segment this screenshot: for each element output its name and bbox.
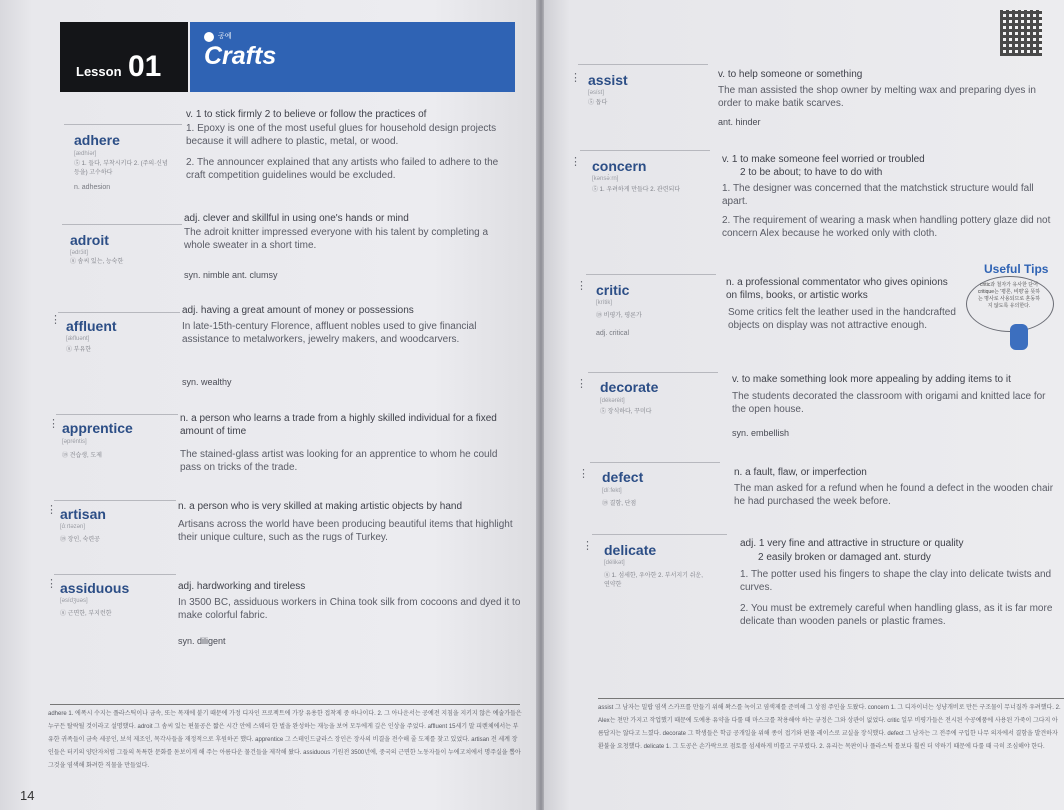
right-page [544,0,1064,810]
entry-rule [588,372,718,373]
entry-marker: ⋮ [576,280,587,292]
entry-definition: 2 easily broken or damaged ant. sturdy [758,552,931,563]
entry-marker: ⋮ [570,72,581,84]
entry-rule [590,462,720,463]
entry-definition: adj. having a great amount of money or possessions [182,305,414,316]
lesson-title: Crafts [204,42,277,70]
entry-pron: [délikət] [604,560,625,566]
entry-pron: [əsíst] [588,90,605,96]
entry-example: 1. The designer was concerned that the matchstick structure would fall apart. [722,183,1034,207]
entry-korean: ⑧ 솜씨 있는, 능숙한 [70,259,124,265]
entry-korean: ⑲ 비평가, 평론가 [596,313,642,319]
entry-word: assist [588,72,628,88]
entry-word: concern [592,158,647,174]
entry-synonym: syn. diligent [178,636,226,646]
entry-rule [592,534,727,535]
entry-word: artisan [60,506,106,522]
entry-synonym: syn. embellish [732,428,790,438]
entry-word: apprentice [62,420,133,436]
entry-rule [58,312,180,313]
entry-korean: ⑲ 견습생, 도제 [62,453,102,459]
entry-word: decorate [600,379,659,395]
entry-pron: [dékərèit] [600,398,625,404]
entry-rule [580,150,710,151]
lesson-title-banner [190,22,515,92]
pointing-hand-icon [1010,324,1028,350]
entry-word: defect [602,469,644,485]
useful-tips-text: critic과 철자가 유사한 단어 critique는 '평론, 비평'을 뜻하는 명사로 사용되므로 혼동하지 않도록 유의한다. [977,282,1041,309]
entry-example: In 3500 BC, assiduous workers in China took silk from cocoons and dyed it to make colorful fabric. [178,597,521,621]
entry-rule [56,414,178,415]
entry-rule [54,500,176,501]
topic-icon [204,32,214,42]
entry-definition: adj. clever and skillful in using one's hands or mind [184,213,409,224]
footnote-rule [50,704,520,705]
entry-korean: ⑧ 근면한, 부지런한 [60,611,112,617]
entry-word: affluent [66,318,117,334]
entry-example: 1. Epoxy is one of the most useful glues for household design projects because it will adhere to plastic, metal, or wood. [186,123,497,147]
entry-pron: [ɑ́ːrtəzən] [60,524,86,530]
entry-pron: [ǽfluənt] [66,336,90,342]
entry-rule [62,224,182,225]
entry-related: n. adhesion [74,184,111,191]
entry-marker: ⋮ [48,418,59,430]
entry-pron: [əsídʒuəs] [60,598,88,604]
entry-definition: n. a fault, flaw, or imperfection [734,467,867,478]
entry-word: critic [596,282,630,298]
entry-korean: ⑤ 1. 들다, 부착시키다 2. (주의·신념 등을) 고수하다 [74,161,168,176]
entry-example: 2. The requirement of wearing a mask when handling pottery glaze did not concern Alex because he worked only with cloth. [722,215,1051,239]
entry-definition: v. to help someone or something [718,69,863,80]
entry-korean: ⑤ 돕다 [588,100,608,106]
entry-korean: ⑤ 1. 우려하게 만들다 2. 관련되다 [592,187,681,193]
entry-marker: ⋮ [570,156,581,168]
entry-example: Some critics felt the leather used in the handcrafted objects on display was not attractive enough. [728,307,956,331]
entry-pron: [krítik] [596,300,612,306]
entry-definition: v. 1 to make someone feel worried or troubled [722,154,925,165]
entry-pron: [ədrɔ́it] [70,250,89,256]
entry-definition: v. to make something look more appealing by adding items to it [732,374,1011,385]
footnote-rule [598,698,1064,699]
entry-example: The adroit knitter impressed everyone with his talent by completing a whole sweater in a short time. [184,227,489,251]
translation-footnote: adhere 1. 에폭시 수지는 플라스틱이나 금속, 또는 목재에 붙기 때문에 가정 디자인 프로젝트에 가장 유용한 접착제 중 하나이다. 2. 그 아나운서는 공예전 지침을 지키지 않은 예술가들은 누구든 탈락될 것이라고 설명했다. adroit 그 솜씨 있는 편물공은 짧은 시간 안에 스웨터 한 벌을 완성하는 재능을 보여 모두에게 깊은 인상을 주었다. affluent 15세기 말 피렌체에서는 부유한 귀족들이 금속 세공인, 보석 제조인, 목각사들을 재정적으로 후원하곤 했다. apprentice 그 스테인드글라스 장인은 장사의 비결을 전수해 줄 도제를 찾고 있었다. artisan 전 세계 장인들은 터키의 양탄자처럼 그들의 독특한 문화를 돋보이게 해 주는 아름다운 물건들을 제작해 왔다. assiduous 기원전 3500년에, 중국의 근면한 노동자들이 누에고치에서 명주실을 뽑아 그것을 염색해 화려한 직물을 만들었다. [48,711,522,769]
entry-pron: [ædhíər] [74,151,97,157]
entry-word: adroit [70,232,109,248]
entry-example: In late-15th-century Florence, affluent nobles used to give financial assistance to metalworkers, jewelry makers, and woodcarvers. [182,321,477,345]
page-number: 14 [20,788,35,803]
entry-marker: ⋮ [46,504,57,516]
entry-korean: ⑤ 장식하다, 꾸미다 [600,409,652,415]
entry-definition: n. a professional commentator who gives opinions on films, books, or artistic works [726,277,948,301]
translation-footnote: assist 그 남자는 밀랍 염색 스카프를 만들기 위해 왁스를 녹이고 염색제를 준비해 그 상점 주인을 도왔다. concern 1. 그 디자이너는 성냥개비로 만든 구조물이 무너질까 우려했다. 2. Alex는 천만 가지고 작업했기 때문에 도예용 유약을 다룰 때 마스크를 착용해야 하는 규정은 그와 상관이 없었다. critic 일부 비평가들은 전시된 수공예품에 사용된 가죽이 그다지 아름답지는 않다고 느꼈다. decorate 그 학생들은 학급 공개일을 위해 종이 접기와 편물 레이스로 교실을 장식했다. defect 그 남자는 그 전주에 구입한 나무 의자에서 결함을 발견하자 환불을 요청했다. delicate 1. 그 도공은 손가락으로 점토를 섬세하게 비틀고 구부렸다. 2. 유리는 목판이나 플라스틱 틀보다 훨씬 더 약하기 때문에 다룰 때 극히 조심해야 한다. [598,705,1061,750]
entry-marker: ⋮ [578,468,589,480]
entry-example: 2. You must be extremely careful when handling glass, as it is far more delicate than wooden panels or plastic frames. [740,603,1053,627]
entry-example: Artisans across the world have been producing beautiful items that highlight their unique culture, such as the rugs of Turkey. [178,519,513,543]
entry-example: 2. The announcer explained that any artists who failed to adhere to the craft competition guidelines would be excluded. [186,157,499,181]
lesson-label: Lesson [76,64,122,79]
entry-word: delicate [604,542,657,558]
entry-example: The man assisted the shop owner by melting wax and preparing dyes in order to make batik scarves. [718,85,1036,109]
entry-korean: ⑲ 장인, 숙련공 [60,537,100,543]
entry-example: 1. The potter used his fingers to shape the clay into delicate twists and curves. [740,569,1052,593]
entry-rule [586,274,716,275]
entry-synonym: syn. nimble ant. clumsy [184,270,278,280]
entry-pron: [kənsə́ːrn] [592,176,619,182]
entry-definition: n. a person who learns a trade from a highly skilled individual for a fixed amount of time [180,413,497,437]
entry-antonym: ant. hinder [718,117,761,127]
entry-example: The stained-glass artist was looking for an apprentice to whom he could pass on tricks of the trade. [180,449,498,473]
entry-example: The man asked for a refund when he found a defect in the wooden chair he had purchased the week before. [734,483,1054,507]
qr-code [1000,10,1042,56]
entry-marker: ⋮ [576,378,587,390]
entry-marker: ⋮ [46,578,57,590]
entry-definition: adj. hardworking and tireless [178,581,306,592]
lesson-subtitle: 공예 [218,33,232,40]
entry-synonym: syn. wealthy [182,377,232,387]
entry-definition: adj. 1 very fine and attractive in structure or quality [740,538,964,549]
entry-definition: n. a person who is very skilled at making artistic objects by hand [178,501,463,512]
entry-korean: ⑧ 부유한 [66,347,92,353]
entry-pron: [əpréntis] [62,439,87,445]
entry-korean: ⑲ 결함, 단점 [602,501,637,507]
entry-rule [54,574,176,575]
entry-related: adj. critical [596,330,630,337]
entry-marker: ⋮ [50,314,61,326]
useful-tips [964,262,1064,337]
entry-rule [64,124,182,125]
entry-example: The students decorated the classroom with origami and knitted lace for the open house. [732,391,1046,415]
lesson-badge [60,22,188,92]
entry-pron: [díːfekt] [602,488,622,494]
entry-definition: 2 to be about; to have to do with [740,167,883,178]
entry-korean: ⑧ 1. 섬세한, 우아한 2. 부서지기 쉬운, 연약한 [604,573,703,588]
entry-word: adhere [74,132,120,148]
lesson-number: 01 [128,50,162,83]
entry-marker: ⋮ [582,540,593,552]
entry-definition: v. 1 to stick firmly 2 to believe or follow the practices of [186,109,427,120]
entry-word: assiduous [60,580,130,596]
useful-tips-title: Useful Tips [984,262,1049,276]
entry-rule [578,64,708,65]
